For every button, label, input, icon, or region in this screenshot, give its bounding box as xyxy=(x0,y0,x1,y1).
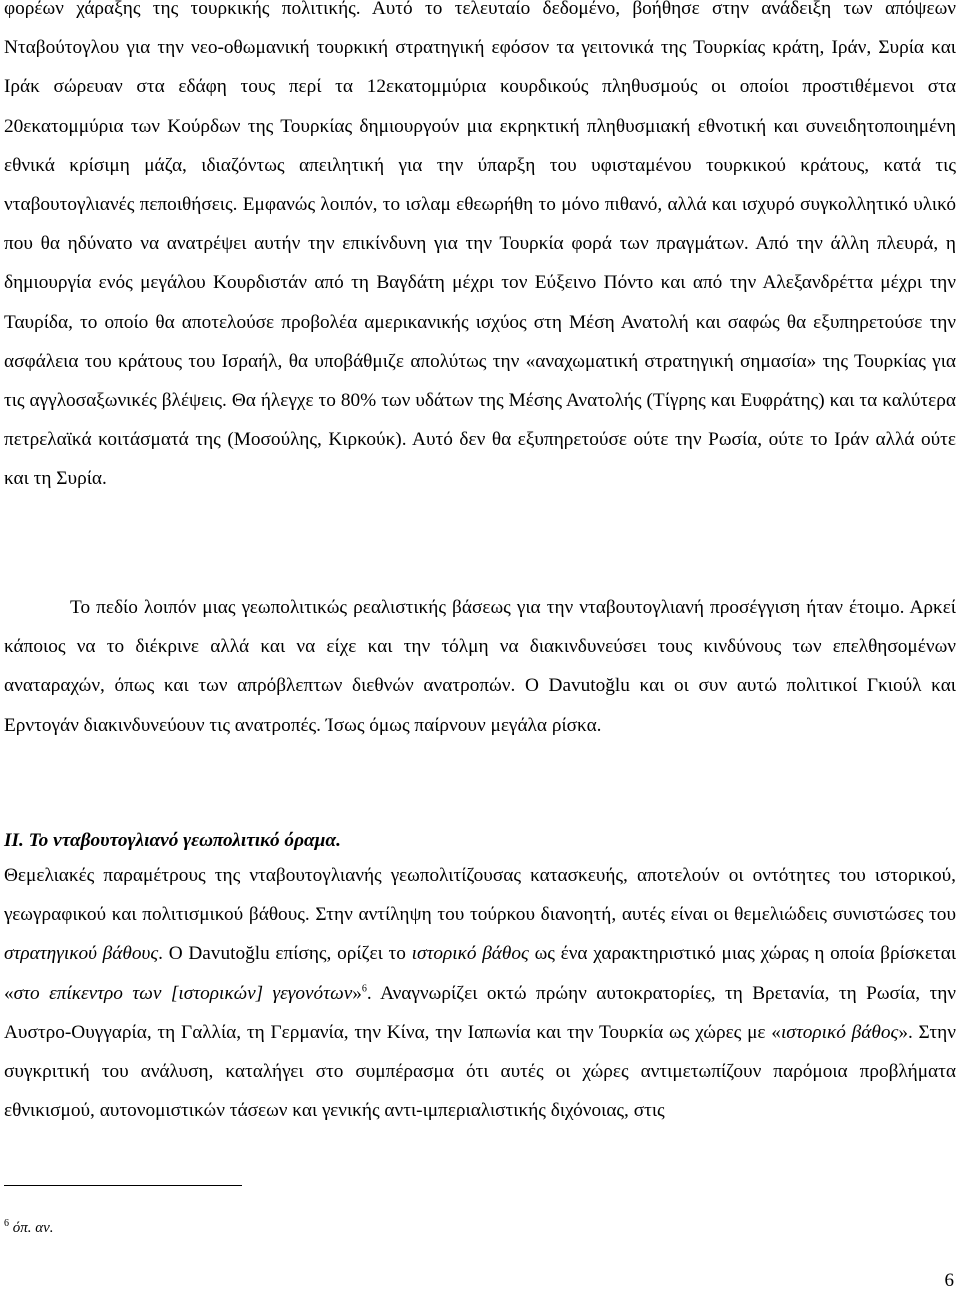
footnote-marker: 6 xyxy=(4,1218,9,1229)
footnote xyxy=(4,1218,54,1238)
paragraph-text: . Αναγνωρίζει οκτώ πρώην αυτοκρατορίες, τη Βρετανία, τη Ρωσία, την Αυστρο-Ουγγαρία, τη Γαλλία, τη Γερμανία, την Κίνα, την Ιαπωνία και την Τουρκία ως χώρες με « xyxy=(4,982,956,1043)
italic-term: στρατηγικού βάθους xyxy=(4,943,159,965)
italic-term: ιστορικό βάθος xyxy=(411,943,529,965)
page-number: 6 xyxy=(944,1270,954,1291)
italic-term: ιστορικό βάθος xyxy=(780,1021,899,1043)
paragraph-text: . Ο Davutoğlu επίσης, ορίζει το xyxy=(158,943,412,965)
section-heading: ΙΙ. Το νταβουτογλιανό γεωπολιτικό όραμα. xyxy=(4,830,341,851)
footnote-divider xyxy=(4,1185,242,1186)
italic-quote: στο επίκεντρο των [ιστορικών] γεγονότων xyxy=(13,982,353,1004)
paragraph-text: » xyxy=(352,982,362,1004)
footnote-text: όπ. αν. xyxy=(9,1220,54,1236)
paragraph-text: ». Στην συγκριτική του ανάλυση, καταλήγει στο συμπέρασμα ότι αυτές οι χώρες αντιμετωπίζουν παρόμοια προβλήματα εθνικισμού, αυτονομιστικών τάσεων και γενικής αντι-ιμπεριαλιστικής διχόνοιας, στις xyxy=(4,1021,956,1122)
paragraph-text: Θεμελιακές παραμέτρους της νταβουτογλιανής γεωπολιτίζουσας κατασκευής, αποτελούν οι οντότητες του ιστορικού, γεωγραφικού και πολιτισμικού βάθους. Στην αντίληψη του τούρκου διανοητή, αυτές είναι οι θεμελιώδεις συνιστώσες του xyxy=(4,865,956,926)
paragraph-text: ως ένα χαρακτηριστικό μιας χώρας η οποία βρίσκεται « xyxy=(4,943,957,1004)
body-paragraph: Το πεδίο λοιπόν μιας γεωπολιτικώς ρεαλιστικής βάσεως για την νταβουτογλιανή προσέγγιση ήταν έτοιμο. Αρκεί κάποιος να το διέκρινε αλλά και να είχε και την τόλμη να διακινδυνεύσει τους κινδύνους των επελθησομένων αναταραχών, όπως και των απρόβλεπτων διεθνών ανατροπών. Ο Davutoğlu και οι συν αυτώ πολιτικοί Γκιούλ και Ερντογάν διακινδυνεύουν τις ανατροπές. Ίσως όμως παίρνουν μεγάλα ρίσκα. xyxy=(4,597,956,736)
body-paragraph: φορέων χάραξης της τουρκικής πολιτικής. Αυτό το τελευταίο δεδομένο, βοήθησε στην ανάδειξη των απόψεων Νταβούτογλου για την νεο-οθωμανική τουρκική στρατηγική εφόσον τα γειτονικά της Τουρκίας κράτη, Ιράν, Συρία και Ιράκ σώρευαν στα εδάφη τους περί τα 12εκατομμύρια κουρδικούς πληθυσμούς οι οποίοι προστιθέμενοι στα 20εκατομμύρια των Κούρδων της Τουρκίας δημιουργούν μια εκρηκτική πληθυσμιακή εθνοτική και συνειδητοποιημένη εθνικά κρίσιμη μάζα, ιδιαζόντως απειλητική για την ύπαρξη του υφισταμένου τουρκικού κράτους, κατά τις νταβουτογλιανές πεποιθήσεις. Εμφανώς λοιπόν, το ισλαμ εθεωρήθη το μόνο πιθανό, αλλά και ισχυρό συγκολλητικό υλικό που θα ηδύνατο να ανατρέψει αυτήν την επικίνδυνη για την Τουρκία φορά των πραγμάτων. Από την άλλη πλευρά, η δημιουργία ενός μεγάλου Κουρδιστάν από τη Βαγδάτη μέχρι τον Εύξεινο Πόντο και από την Αλεξανδρέττα μέχρι την Ταυρίδα, το οποίο θα αποτελούσε προβολέα αμερικανικής ισχύος στη Μέση Ανατολή και σαφώς θα εξυπηρετούσε την ασφάλεια του κράτους του Ισραήλ, θα υποβάθμιζε απολύτως την «αναχωματική στρατηγική σημασία» της Τουρκίας για τις αγγλοσαξωνικές βλέψεις. Θα ήλεγχε το 80% των υδάτων της Μέσης Ανατολής (Τίγρης και Ευφράτης) και τα καλύτερα πετρελαϊκά κοιτάσματά της (Μοσούλης, Κιρκούκ). Αυτό δεν θα εξυπηρετούσε ούτε την Ρωσία, ούτε το Ιράν αλλά ούτε και τη Συρία. xyxy=(4,0,956,490)
footnote-reference[interactable]: 6 xyxy=(361,983,367,995)
body-paragraph xyxy=(4,856,956,1130)
